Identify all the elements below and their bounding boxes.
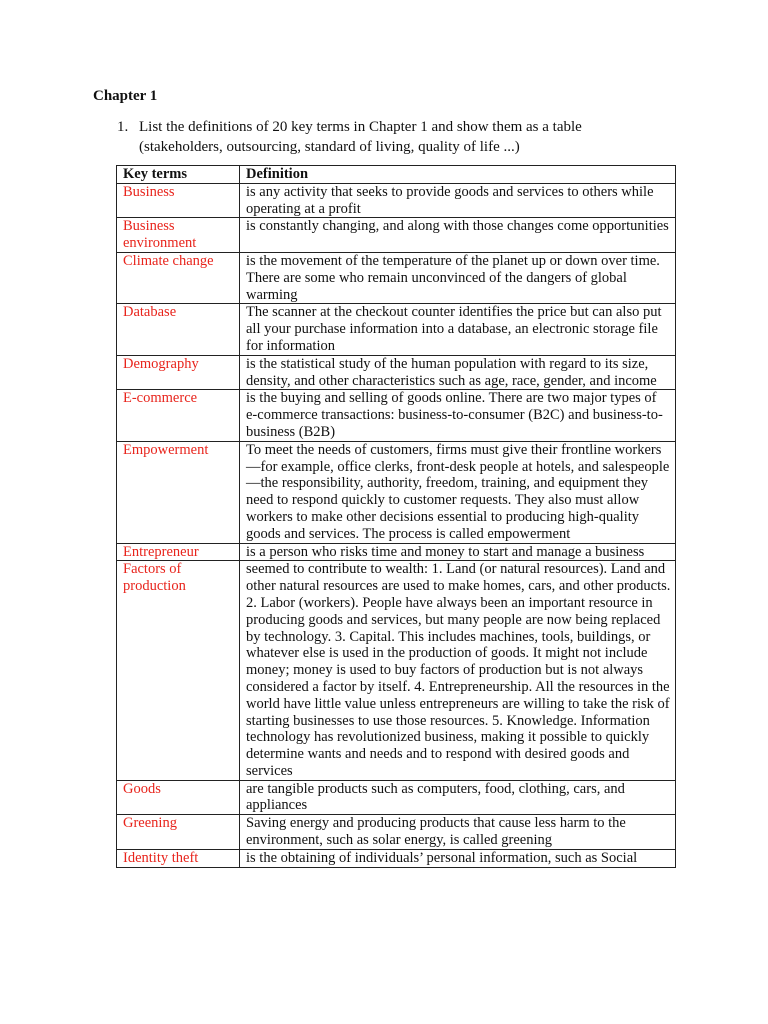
question-1 [117,117,677,157]
term-cell: Business environment [117,218,240,253]
term-cell: Identity theft [117,849,240,867]
term-cell: Entrepreneur [117,543,240,561]
table-row [117,218,676,253]
definition-cell: is constantly changing, and along with those changes come opportunities [240,218,676,253]
term-cell: Empowerment [117,441,240,543]
definition-cell: seemed to contribute to wealth: 1. Land (or natural resources). Land and other natural resources are used to make homes, cars, and other products. 2. Labor (workers). People have always been an important resource in producing goods and services, but many people are now being replaced by technology. 3. Capital. This includes machines, tools, buildings, or whatever else is used in the production of goods. It might not include money; money is used to buy factors of production but is not always considered a factor by itself. 4. Entrepreneurship. All the resources in the world have little value unless entrepreneurs are willing to take the risk of starting businesses to use those resources. 5. Knowledge. Information technology has revolutionized business, making it possible to quickly determine wants and needs and to respond with desired goods and services [240,561,676,780]
table-row [117,815,676,850]
definition-cell: To meet the needs of customers, firms must give their frontline workers—for example, office clerks, front-desk people at hotels, and salespeople—the responsibility, authority, freedom, training, and equipment they need to respond quickly to customer requests. They also must allow workers to make other decisions essential to producing high-quality goods and services. The process is called empowerment [240,441,676,543]
definition-cell: Saving energy and producing products that cause less harm to the environment, such as solar energy, is called greening [240,815,676,850]
table-row [117,561,676,780]
term-cell: E-commerce [117,390,240,441]
term-cell: Goods [117,780,240,815]
definition-cell: is any activity that seeks to provide goods and services to others while operating at a profit [240,183,676,218]
key-terms-table [116,165,676,868]
term-cell: Business [117,183,240,218]
header-key-terms: Key terms [117,166,240,184]
question-text-line-2: (stakeholders, outsourcing, standard of living, quality of life ...) [139,139,520,155]
table-row [117,252,676,303]
table-row [117,849,676,867]
term-cell: Factors of production [117,561,240,780]
table-row [117,441,676,543]
term-cell: Demography [117,355,240,390]
chapter-title: Chapter 1 [93,88,158,104]
table-header-row [117,166,676,184]
table-row [117,780,676,815]
definition-cell: is a person who risks time and money to start and manage a business [240,543,676,561]
definition-cell: are tangible products such as computers, food, clothing, cars, and appliances [240,780,676,815]
term-cell: Database [117,304,240,355]
table-row [117,543,676,561]
definition-cell: The scanner at the checkout counter identifies the price but can also put all your purchase information into a database, an electronic storage file for information [240,304,676,355]
table-row [117,390,676,441]
question-number: 1. [117,119,129,135]
table-row [117,355,676,390]
term-cell: Climate change [117,252,240,303]
definition-cell: is the buying and selling of goods online. There are two major types of e-commerce transactions: business-to-consumer (B2C) and business-to-business (B2B) [240,390,676,441]
definition-cell: is the statistical study of the human population with regard to its size, density, and other characteristics such as age, race, gender, and income [240,355,676,390]
definition-cell: is the obtaining of individuals’ personal information, such as Social [240,849,676,867]
table-row [117,183,676,218]
question-text-line-1: List the definitions of 20 key terms in Chapter 1 and show them as a table [139,119,582,135]
term-cell: Greening [117,815,240,850]
definition-cell: is the movement of the temperature of the planet up or down over time. There are some who remain unconvinced of the dangers of global warming [240,252,676,303]
table-row [117,304,676,355]
header-definition: Definition [240,166,676,184]
